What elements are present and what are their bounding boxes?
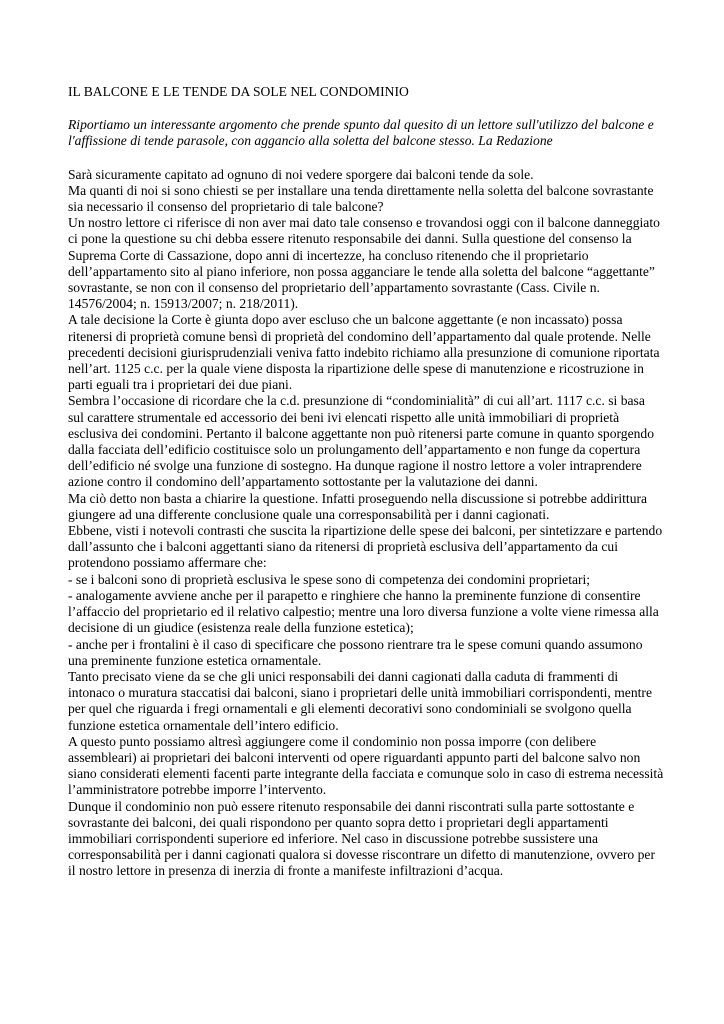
list-item: - anche per i frontalini è il caso di specificare che possono rientrare tra le spese comuni quando assumono una preminente funzione estetica ornamentale. — [68, 636, 643, 668]
body-paragraph: A questo punto possiamo altresì aggiungere come il condominio non possa imporre (con delibere assembleari) ai proprietari dei balconi interventi od opere riguardanti appunto parti del balcone salvo non siano considerati elementi facenti parte integrante della facciata e comunque solo in caso di estrema necessità l’amministratore potrebbe imporre l’intervento. — [68, 733, 664, 798]
body-paragraph: A tale decisione la Corte è giunta dopo aver escluso che un balcone aggettante (e non incassato) possa ritenersi di proprietà comune bensì di proprietà del condomino dell’appartamento dal quale protende. Nelle precedenti decisioni giurisprudenziali veniva fatto indebito richiamo alla presunzione di comunione riportata nell’art. 1125 c.c. per la quale viene disposta la ripartizione delle spese di manutenzione e ricostruzione in parti eguali tra i proprietari dei due piani. — [68, 312, 660, 393]
body-paragraph: Dunque il condominio non può essere ritenuto responsabile dei danni riscontrati sulla parte sottostante e sovrastante dei balconi, dei quali rispondono per quanto sopra detto i proprietari degli appartamenti immobiliari corrispondenti superiore ed inferiore. Nel caso in discussione potrebbe sussistere una corresponsabilità per i danni cagionati qualora si dovesse riscontrare un difetto di manutenzione, ovvero per il nostro lettore in presenza di inerzia di fronte a manifeste infiltrazioni d’acqua. — [68, 798, 655, 879]
article-intro: Riportiamo un interessante argomento che prende spunto dal quesito di un lettore sull'utilizzo del balcone e l'affissione di tende parasole, con aggancio alla soletta del balcone stesso. La Redazione — [68, 117, 654, 149]
body-paragraph: Sembra l’occasione di ricordare che la c.d. presunzione di “condominialità” di cui all’art. 1117 c.c. si basa sul carattere strumentale ed accessorio dei beni ivi elencati rispetto alle unità immobiliari di proprietà esclusiva dei condomini. Pertanto il balcone aggettante non può ritenersi parte comune in quanto sporgendo dalla facciata dell’edificio costituisce solo un prolungamento dell’appartamento e non funge da copertura dell’edificio né svolge una funzione di sostegno. Ha dunque ragione il nostro lettore a voler intraprendere azione contro il condomino dell’appartamento sottostante per la valutazione dei danni. — [68, 393, 655, 490]
body-paragraph: Ma ciò detto non basta a chiarire la questione. Infatti proseguendo nella discussione si potrebbe addirittura giungere ad una differente conclusione quale una corresponsabilità per i danni cagionati. — [68, 490, 648, 522]
list-item: - se i balconi sono di proprietà esclusiva le spese sono di competenza dei condomini proprietari; — [68, 571, 591, 587]
body-paragraph: Sarà sicuramente capitato ad ognuno di noi vedere sporgere dai balconi tende da sole. — [68, 166, 534, 182]
body-paragraph: Ma quanti di noi si sono chiesti se per installare una tenda direttamente nella soletta del balcone sovrastante sia necessario il consenso del proprietario di tale balcone? — [68, 182, 654, 215]
body-paragraph: Un nostro lettore ci riferisce di non aver mai dato tale consenso e trovandosi oggi con il balcone danneggiato ci pone la questione su chi debba essere ritenuto responsabile dei danni. Sulla questione del consenso la Suprema Corte di Cassazione, dopo anni di incertezze, ha concluso ritenendo che il proprietario dell’appartamento sito al piano inferiore, non possa agganciare le tende alla soletta del balcone “aggettante” sovrastante, se non con il consenso del proprietario dell’appartamento sovrastante (Cass. Civile n. 14576/2004; n. 15913/2007; n. 218/2011). — [68, 215, 660, 312]
article-title: IL BALCONE E LE TENDE DA SOLE NEL CONDOMINIO — [68, 84, 409, 99]
body-paragraph: Ebbene, visti i notevoli contrasti che suscita la ripartizione delle spese dei balconi, per sintetizzare e partendo dall’assunto che i balconi aggettanti siano da ritenersi di proprietà esclusiva dell’appartamento da cui protendono possiamo affermare che: — [68, 523, 663, 571]
list-item: - analogamente avviene anche per il parapetto e ringhiere che hanno la preminente funzione di consentire l’affaccio del proprietario ed il relativo calpestio; mentre una loro diversa funzione a volte viene rimessa alla decisione di un giudice (esistenza reale della funzione estetica); — [68, 587, 659, 636]
article-body — [68, 167, 664, 880]
body-paragraph: Tanto precisato viene da se che gli unici responsabili dei danni cagionati dalla caduta di frammenti di intonaco o muratura staccatisi dai balconi, siano i proprietari delle unità immobiliari corrispondenti, mentre per quel che riguarda i fregi ornamentali e gli elementi decorativi sono condominiali se svolgono quella funzione estetica ornamentale dell’intero edificio. — [68, 668, 652, 733]
